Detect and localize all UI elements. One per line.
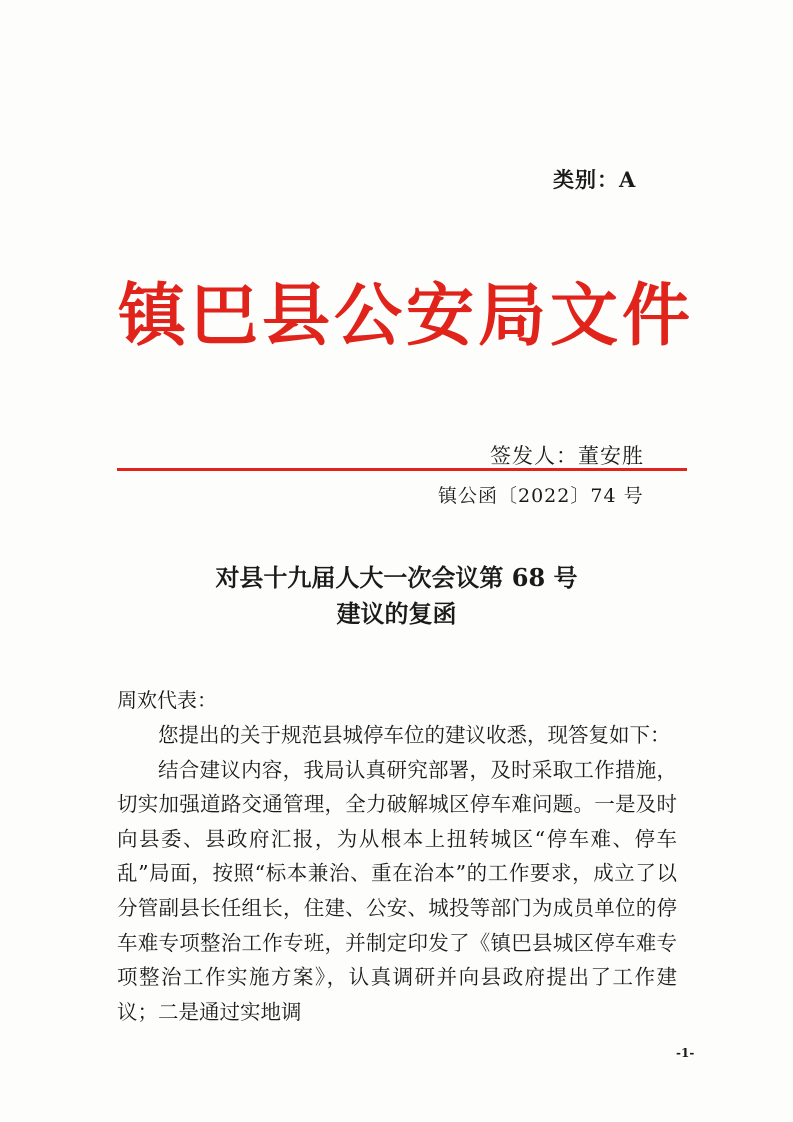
- body-text: [117, 718, 677, 1029]
- document-title: [0, 560, 793, 632]
- salutation: 周欢代表：: [117, 688, 217, 712]
- body-paragraph-1: 您提出的关于规范县城停车位的建议收悉，现答复如下：: [158, 723, 671, 747]
- body-paragraph-2: 结合建议内容，我局认真研究部署，及时采取工作措施，切实加强道路交通管理，全力破解城区停车难问题。一是及时向县委、县政府汇报，为从根本上扭转城区“停车难、停车乱”局面，按照“标本兼治、重在治本”的工作要求，成立了以分管副县长任组长，住建、公安、城投等部门为成员单位的停车难专项整治工作专班，并制定印发了《镇巴县城区停车难专项整治工作实施方案》，认真调研并向县政府提出了工作建议；二是通过实地调: [117, 757, 677, 1024]
- document-title-line-2: 建议的复函: [336, 599, 457, 628]
- document-category: 类别：A: [553, 167, 637, 192]
- document-number: 镇公函〔2022〕74 号: [438, 485, 644, 507]
- header-divider: [117, 468, 687, 471]
- document-title-line-1: 对县十九届人大一次会议第 68 号: [215, 563, 578, 592]
- issuing-authority-header: 镇巴县公安局文件: [118, 277, 695, 356]
- page-number: -1-: [676, 1046, 695, 1060]
- signer-line: 签发人：董安胜: [490, 444, 644, 468]
